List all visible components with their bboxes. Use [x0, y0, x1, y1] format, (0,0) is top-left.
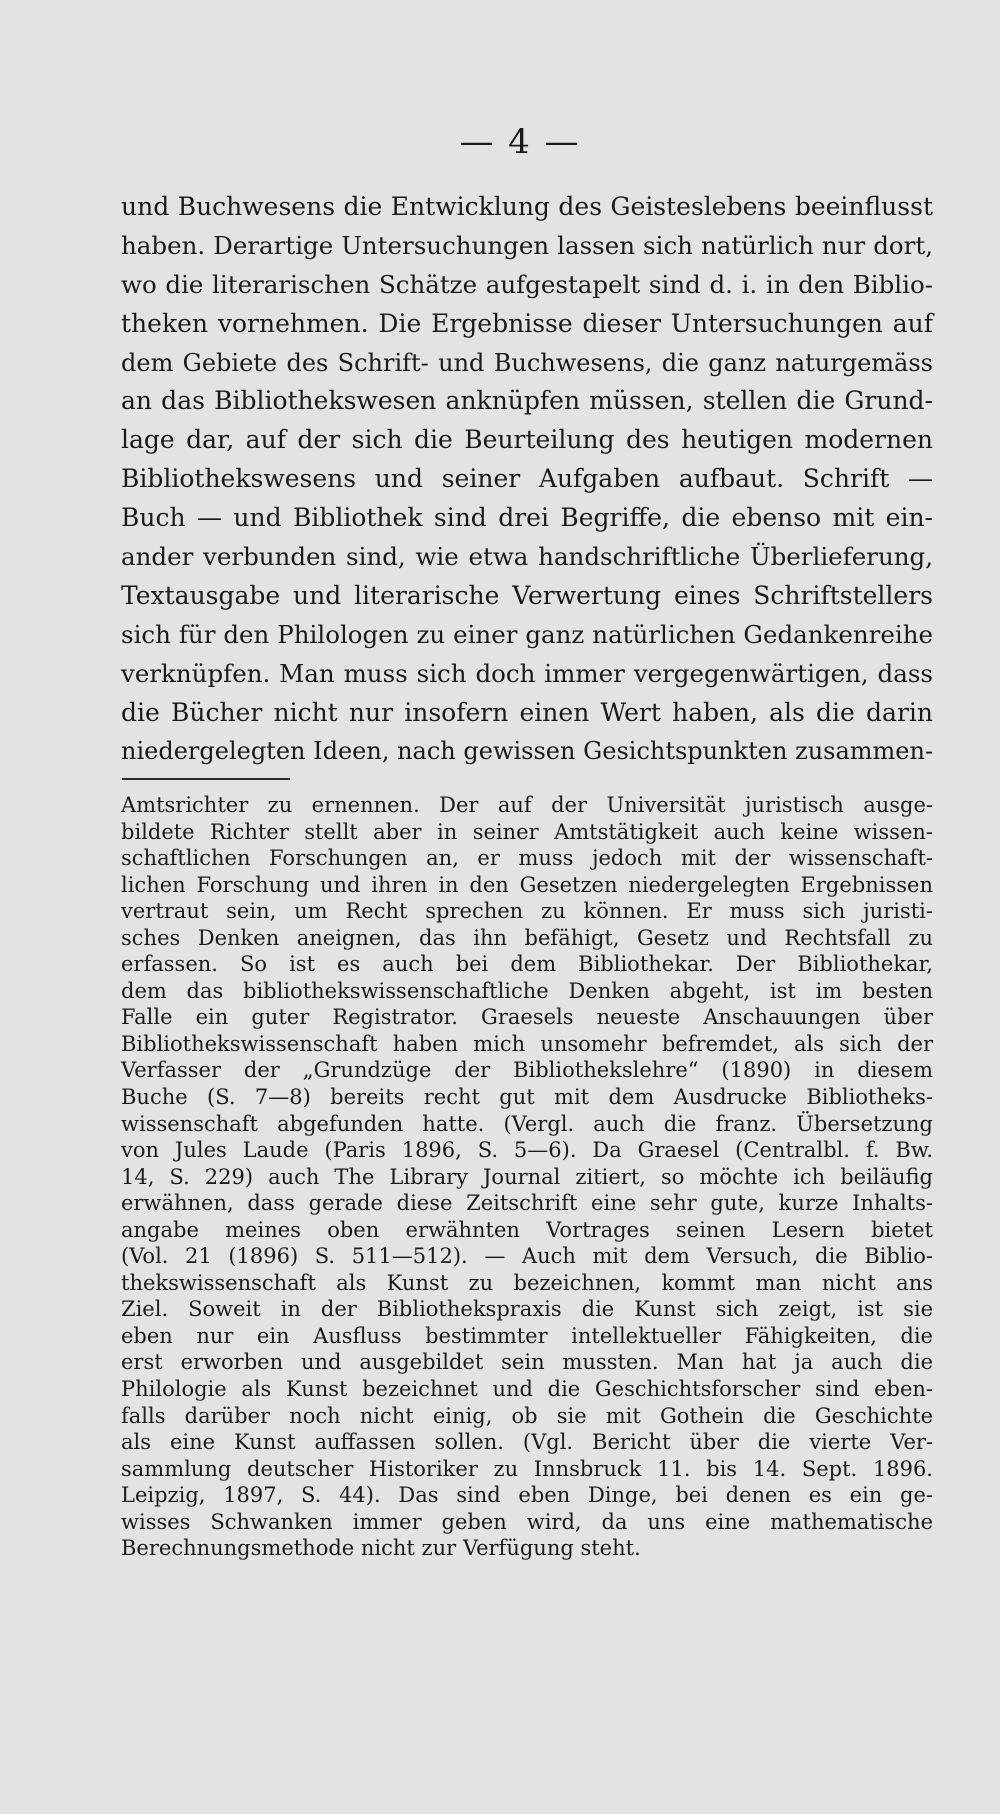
body-line: wo die literarischen Schätze aufgestapelt sind d. i. in den Biblio-	[121, 269, 933, 299]
footnote-line: eben nur ein Ausfluss bestimmter intellektueller Fähigkeiten, die	[121, 1323, 933, 1348]
footnote-line: erst erworben und ausgebildet sein mussten. Man hat ja auch die	[121, 1350, 933, 1375]
body-line: Buch — und Bibliothek sind drei Begriffe, die ebenso mit ein-	[121, 503, 933, 533]
footnote-line: Berechnungsmethode nicht zur Verfügung steht.	[121, 1536, 641, 1561]
footnote-line: Leipzig, 1897, S. 44). Das sind eben Dinge, bei denen es ein ge-	[121, 1483, 933, 1508]
footnote-line: erwähnen, dass gerade diese Zeitschrift eine sehr gute, kurze Inhalts-	[121, 1191, 933, 1216]
page-number: — 4 —	[459, 122, 581, 162]
body-line: dem Gebiete des Schrift- und Buchwesens, die ganz naturgemäss	[121, 348, 933, 377]
footnote-line: vertraut sein, um Recht sprechen zu können. Er muss sich juristi-	[121, 899, 933, 924]
footnote-line: Ziel. Soweit in der Bibliothekspraxis die Kunst sich zeigt, ist sie	[121, 1297, 933, 1322]
body-line: sich für den Philologen zu einer ganz natürlichen Gedankenreihe	[121, 619, 933, 649]
footnote-line: angabe meines oben erwähnten Vortrages seinen Lesern bietet	[121, 1217, 933, 1242]
footnote-separator	[122, 778, 290, 780]
footnote-line: Buche (S. 7—8) bereits recht gut mit dem Ausdrucke Bibliotheks-	[121, 1085, 933, 1110]
body-line: Bibliothekswesens und seiner Aufgaben aufbaut. Schrift —	[121, 464, 933, 494]
body-line: die Bücher nicht nur insofern einen Wert haben, als die darin	[121, 697, 933, 727]
footnote-line: lichen Forschung und ihren in den Gesetzen niedergelegten Ergebnissen	[121, 872, 933, 897]
footnote-line: von Jules Laude (Paris 1896, S. 5—6). Da Graesel (Centralbl. f. Bw.	[121, 1138, 933, 1163]
body-line: haben. Derartige Untersuchungen lassen sich natürlich nur dort,	[121, 230, 933, 260]
footnote-line: Bibliothekswissenschaft haben mich unsomehr befremdet, als sich der	[121, 1031, 933, 1056]
body-line: an das Bibliothekswesen anknüpfen müssen, stellen die Grund-	[121, 386, 933, 416]
footnote-line: Verfasser der „Grundzüge der Bibliothekslehre“ (1890) in diesem	[121, 1058, 933, 1083]
body-line: niedergelegten Ideen, nach gewissen Gesichtspunkten zusammen-	[121, 737, 934, 766]
body-line: lage dar, auf der sich die Beurteilung des heutigen modernen	[121, 425, 933, 455]
footnote-line: schaftlichen Forschungen an, er muss jedoch mit der wissenschaft-	[121, 846, 933, 871]
footnote-line: wissenschaft abgefunden hatte. (Vergl. auch die franz. Übersetzung	[121, 1111, 933, 1136]
footnote-line: Philologie als Kunst bezeichnet und die Geschichtsforscher sind eben-	[121, 1377, 933, 1402]
footnote-line: falls darüber noch nicht einig, ob sie mit Gothein die Geschichte	[121, 1403, 933, 1428]
footnote-line: Amtsrichter zu ernennen. Der auf der Universität juristisch ausge-	[121, 793, 933, 817]
footnote-line: 14, S. 229) auch The Library Journal zitiert, so möchte ich beiläufig	[121, 1164, 933, 1189]
footnote-line: als eine Kunst auffassen sollen. (Vgl. Bericht über die vierte Ver-	[121, 1430, 933, 1455]
footnote-line: sches Denken aneignen, das ihn befähigt, Gesetz und Rechtsfall zu	[121, 925, 933, 950]
footnote-line: erfassen. So ist es auch bei dem Bibliothekar. Der Bibliothekar,	[121, 952, 933, 977]
footnote-line: wisses Schwanken immer geben wird, da uns eine mathematische	[121, 1509, 933, 1534]
footnote-line: Falle ein guter Registrator. Graesels neueste Anschauungen über	[121, 1005, 933, 1030]
footnote-line: bildete Richter stellt aber in seiner Amtstätigkeit auch keine wissen-	[121, 819, 933, 844]
body-line: ander verbunden sind, wie etwa handschriftliche Überlieferung,	[121, 542, 933, 572]
body-line: verknüpfen. Man muss sich doch immer vergegenwärtigen, dass	[121, 658, 933, 688]
body-text	[121, 188, 933, 771]
footnote-line: (Vol. 21 (1896) S. 511—512). — Auch mit dem Versuch, die Biblio-	[121, 1244, 933, 1269]
body-line: und Buchwesens die Entwicklung des Geisteslebens beeinflusst	[121, 192, 933, 221]
body-line: Textausgabe und literarische Verwertung eines Schriftstellers	[121, 580, 933, 610]
footnote-line: thekswissenschaft als Kunst zu bezeichnen, kommt man nicht ans	[121, 1270, 933, 1295]
footnote-line: dem das bibliothekswissenschaftliche Denken abgeht, ist im besten	[121, 978, 933, 1003]
body-line: theken vornehmen. Die Ergebnisse dieser Untersuchungen auf	[121, 308, 933, 338]
footnote-line: sammlung deutscher Historiker zu Innsbruck 11. bis 14. Sept. 1896.	[121, 1456, 933, 1481]
footnote-text	[121, 792, 933, 1562]
